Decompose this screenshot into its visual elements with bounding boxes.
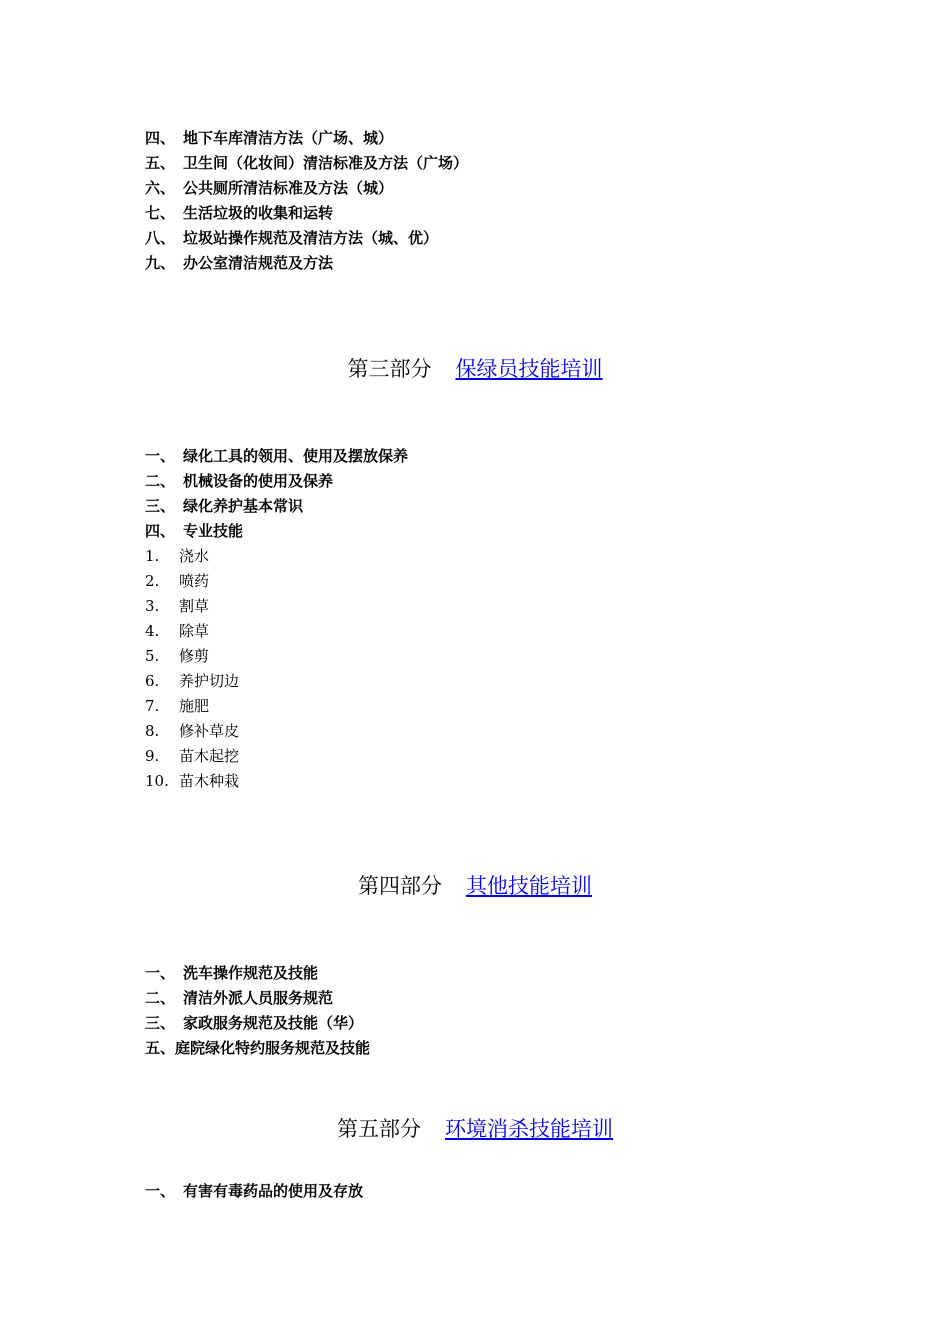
section-heading-part4 [0,872,950,900]
skill-item: 7. 施肥 [145,697,210,715]
list-item: 三、 绿化养护基本常识 [145,497,304,515]
list-item: 五、庭院绿化特约服务规范及技能 [145,1039,371,1057]
skill-item: 5. 修剪 [145,647,210,665]
section-title-link[interactable]: 环境消杀技能培训 [445,1117,613,1141]
list-item: 六、 公共厕所清洁标准及方法（城） [145,179,394,197]
skill-item: 4. 除草 [145,622,210,640]
skill-item: 10. 苗木种栽 [145,772,240,790]
section-title-link[interactable]: 保绿员技能培训 [455,357,603,381]
list-item: 七、 生活垃圾的收集和运转 [145,204,334,222]
skill-item: 1. 浇水 [145,547,210,565]
list-item: 二、 清洁外派人员服务规范 [145,989,334,1007]
section-heading-part5 [0,1115,950,1143]
list-item: 四、 专业技能 [145,522,244,540]
section-label: 第三部分 [347,357,432,381]
skill-item: 6. 养护切边 [145,672,240,690]
skill-item: 8. 修补草皮 [145,722,240,740]
list-item: 二、 机械设备的使用及保养 [145,472,334,490]
skill-item: 9. 苗木起挖 [145,747,240,765]
list-item: 一、 洗车操作规范及技能 [145,964,319,982]
list-item: 四、 地下车库清洁方法（广场、城） [145,129,394,147]
list-item: 一、 绿化工具的领用、使用及摆放保养 [145,447,409,465]
section-heading-part3 [0,355,950,383]
list-item: 三、 家政服务规范及技能（华） [145,1014,364,1032]
list-item: 八、 垃圾站操作规范及清洁方法（城、优） [145,229,439,247]
list-item: 九、 办公室清洁规范及方法 [145,254,334,272]
section-label: 第四部分 [358,874,442,898]
skill-item: 2. 喷药 [145,572,210,590]
list-item: 五、 卫生间（化妆间）清洁标准及方法（广场） [145,154,469,172]
section-label: 第五部分 [337,1117,421,1141]
skill-item: 3. 割草 [145,597,210,615]
section-title-link[interactable]: 其他技能培训 [466,874,592,898]
list-item: 一、 有害有毒药品的使用及存放 [145,1182,364,1200]
